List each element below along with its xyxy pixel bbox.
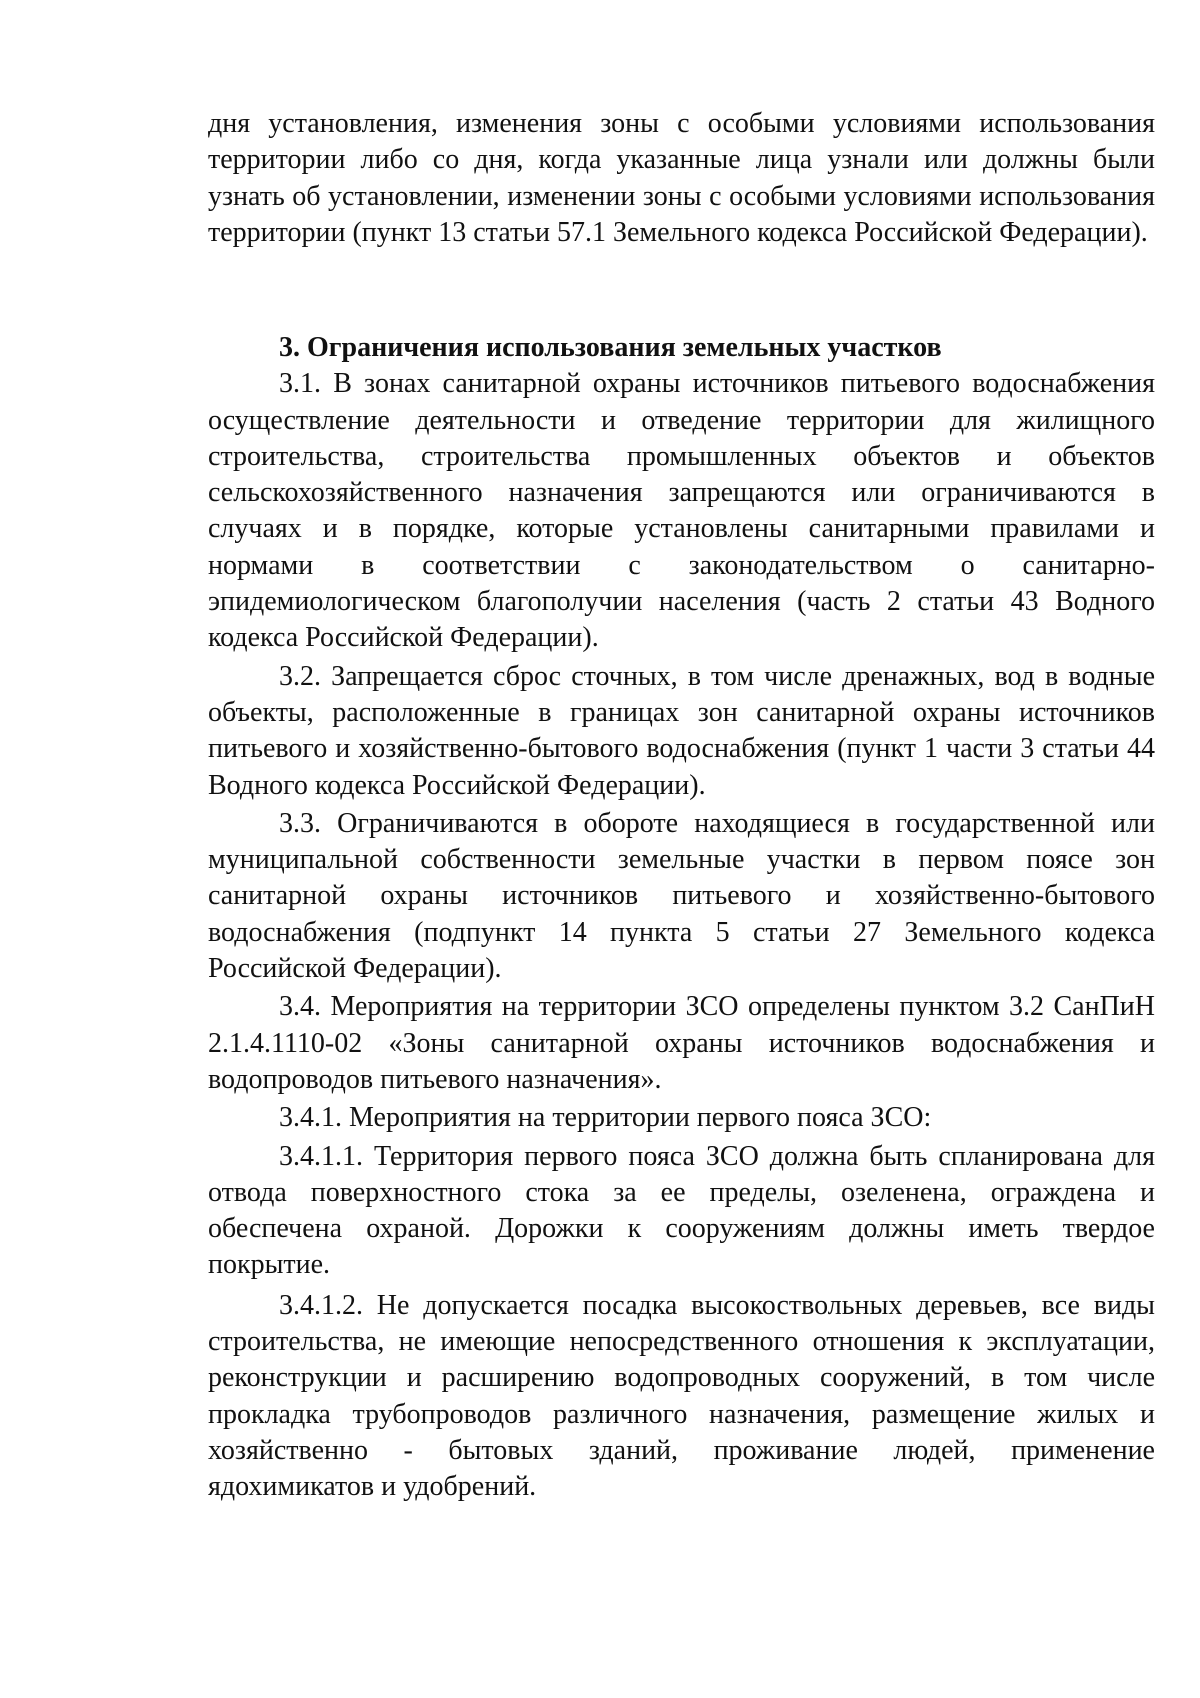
section-3 <box>208 330 1155 1506</box>
intro-paragraph: дня установления, изменения зоны с особыми условиями использования территории либо со дня, когда указанные лица узнали или должны были узнать об установлении, изменении зоны с особыми условиями использования территории (пункт 13 статьи 57.1 Земельного кодекса Российской Федерации). <box>208 108 1155 248</box>
paragraph-3-4: 3.4. Мероприятия на территории ЗСО определены пунктом 3.2 СанПиН 2.1.4.1110-02 «Зоны санитарной охраны источников водоснабжения и водопроводов питьевого назначения». <box>208 991 1155 1095</box>
section-heading: 3. Ограничения использования земельных участков <box>279 332 942 363</box>
paragraph-3-4-1: 3.4.1. Мероприятия на территории первого пояса ЗСО: <box>279 1102 932 1134</box>
paragraph-3-3: 3.3. Ограничиваются в обороте находящиеся в государственной или муниципальной собственности земельные участки в первом поясе зон санитарной охраны источников питьевого и хозяйственно-бытового водоснабжения (подпункт 14 пункта 5 статьи 27 Земельного кодекса Российской Федерации). <box>208 807 1155 985</box>
paragraph-3-2: 3.2. Запрещается сброс сточных, в том числе дренажных, вод в водные объекты, расположенные в границах зон санитарной охраны источников питьевого и хозяйственно-бытового водоснабжения (пункт 1 части 3 статьи 44 Водного кодекса Российской Федерации). <box>208 660 1155 801</box>
paragraph-3-4-1-1: 3.4.1.1. Территория первого пояса ЗСО должна быть спланирована для отвода поверхностного стока за ее пределы, озеленена, ограждена и обеспечена охраной. Дорожки к сооружениям должны иметь твердое покрытие. <box>208 1140 1155 1281</box>
paragraph-3-4-1-2: 3.4.1.2. Не допускается посадка высокоствольных деревьев, все виды строительства, не имеющие непосредственного отношения к эксплуатации, реконструкции и расширению водопроводных сооружений, в том числе прокладка трубопроводов различного назначения, размещение жилых и хозяйственно - бытовых зданий, проживание людей, применение ядохимикатов и удобрений. <box>208 1289 1155 1503</box>
paragraph-3-1: 3.1. В зонах санитарной охраны источников питьевого водоснабжения осуществление деятельности и отведение территории для жилищного строительства, строительства промышленных объектов и объектов сельскохозяйственного назначения запрещаются или ограничиваются в случаях и в порядке, которые установлены санитарными правилами и нормами в соответствии с законодательством о санитарно-эпидемиологическом благополучии населения (часть 2 статьи 43 Водного кодекса Российской Федерации). <box>208 368 1155 654</box>
